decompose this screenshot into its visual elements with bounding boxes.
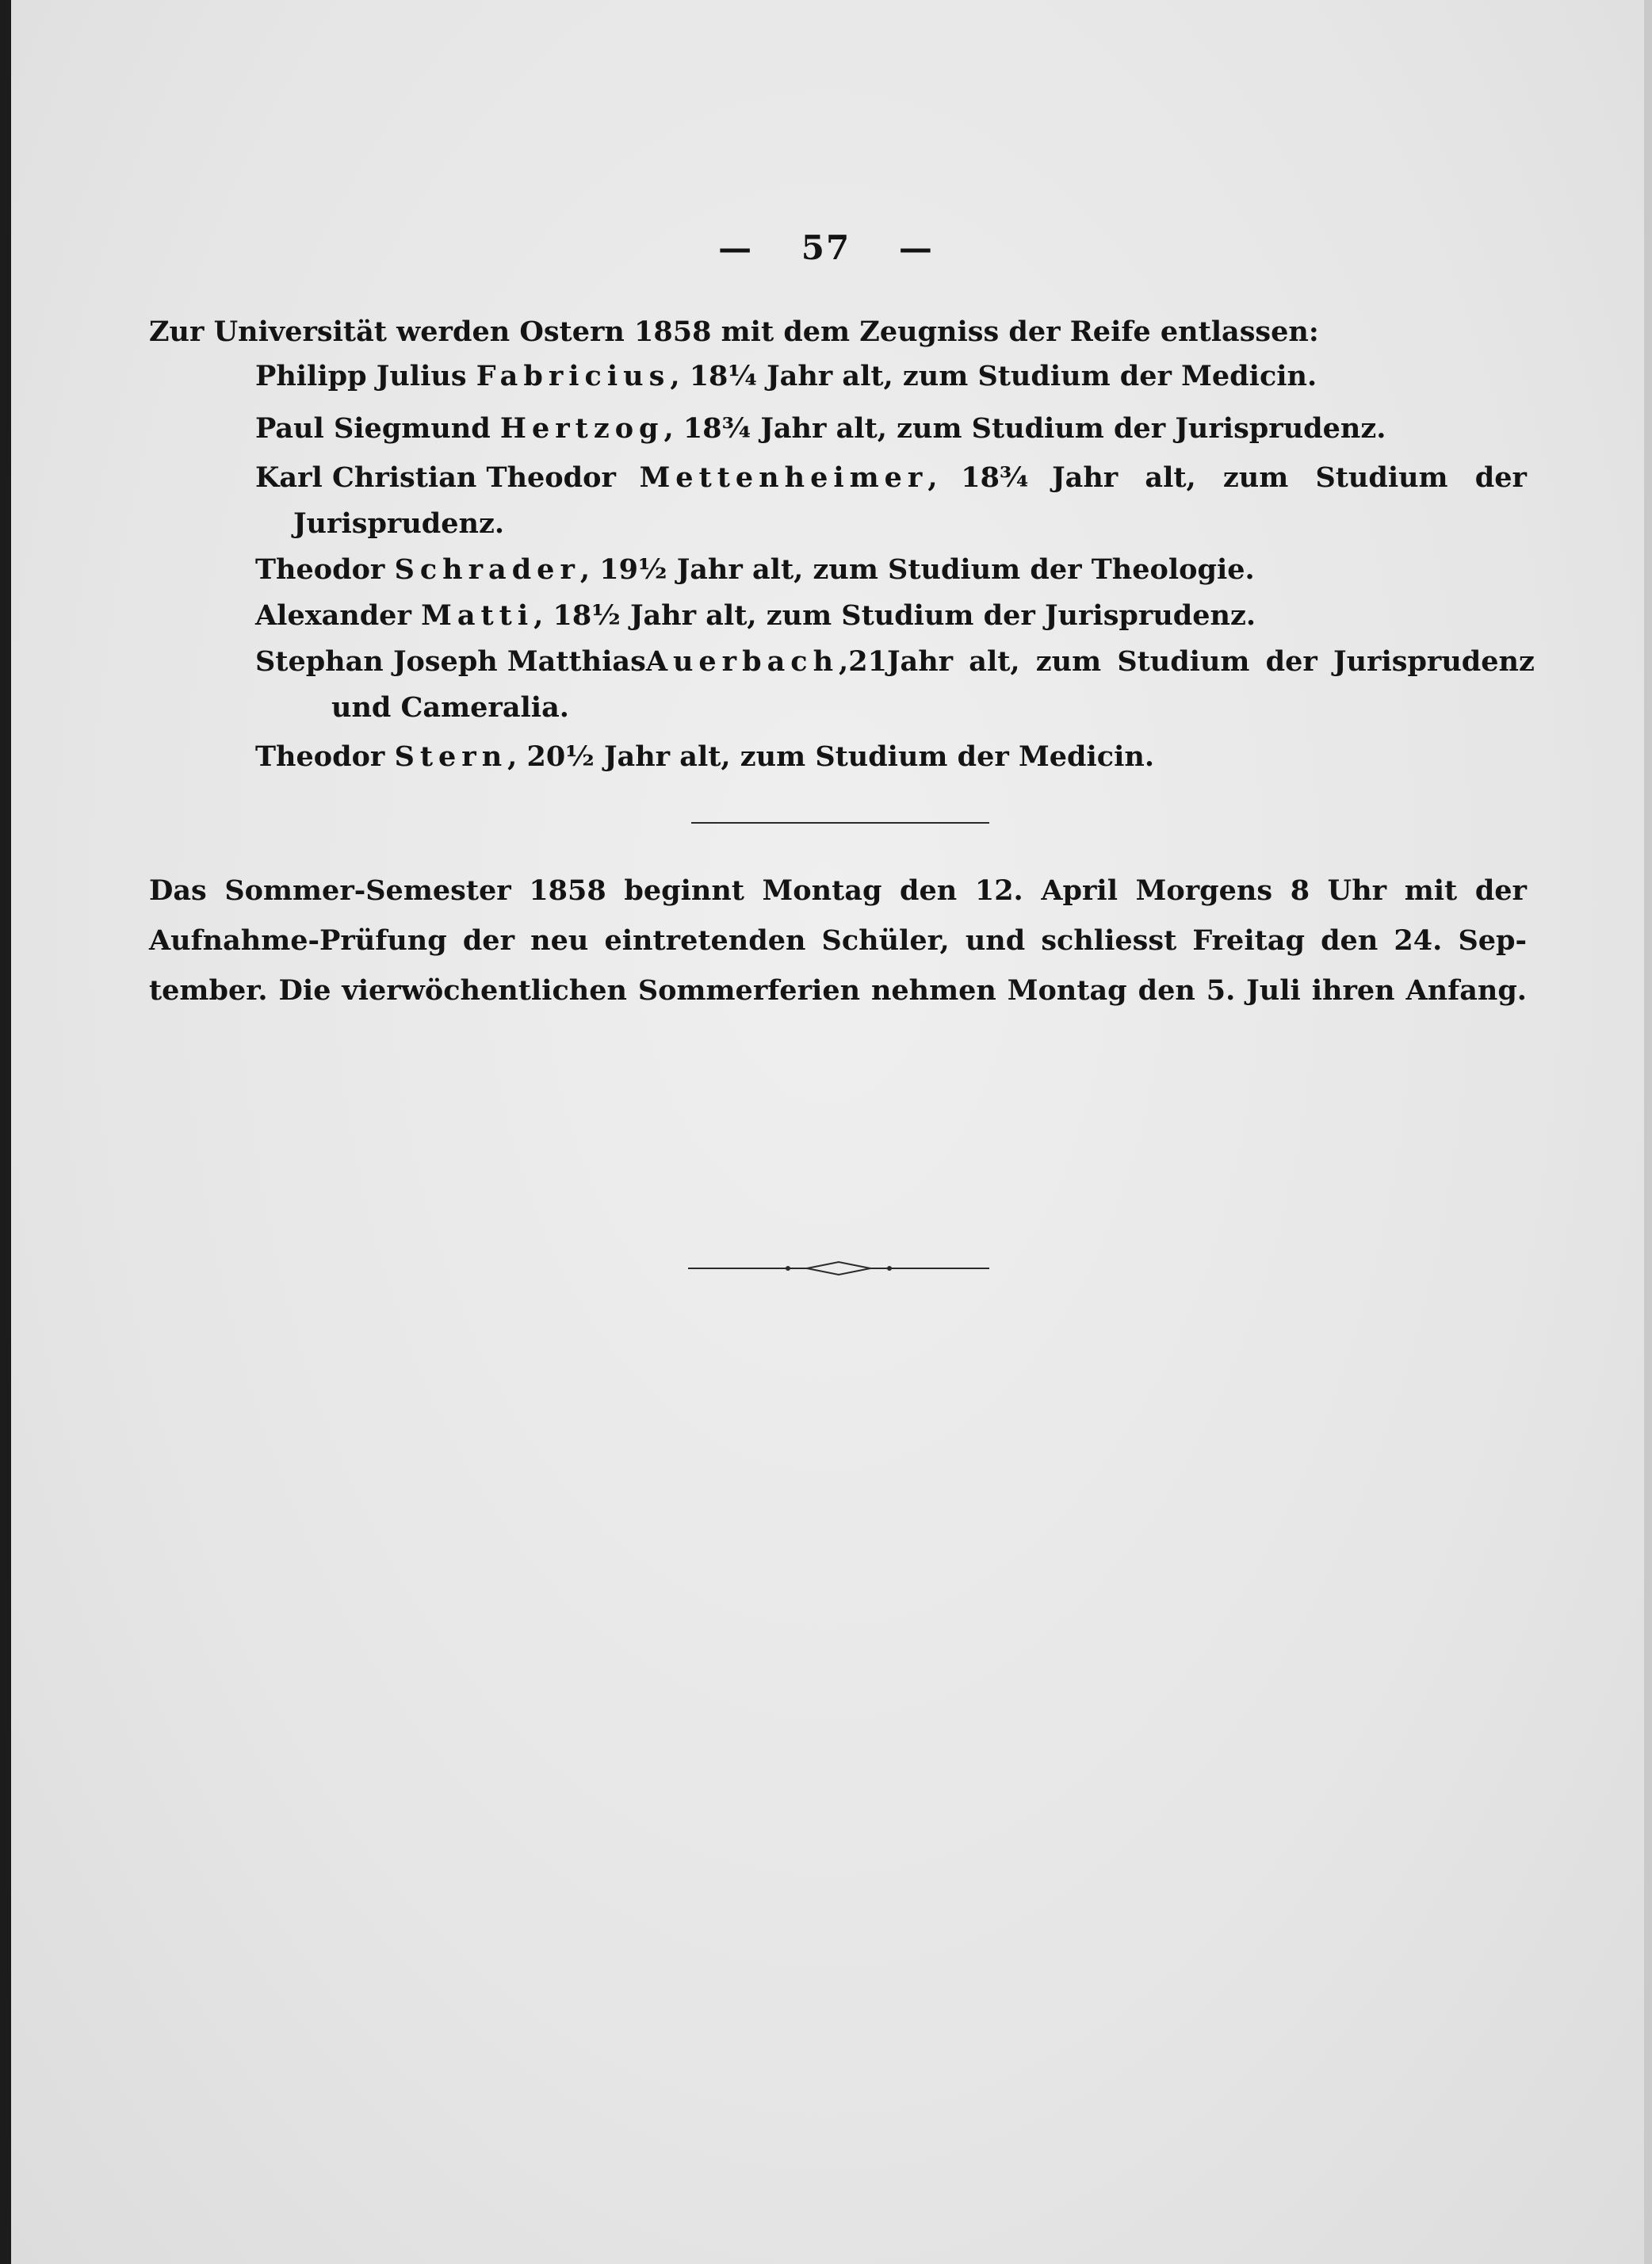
student-entry-1: Philipp Julius Fabricius, 18¼ Jahr alt, zum Studium der Medicin. — [255, 360, 1317, 392]
student-first-name: Theodor — [255, 553, 385, 586]
student-continuation: und Cameralia. — [331, 691, 569, 724]
student-surname: Schrader — [394, 553, 580, 586]
section-divider — [691, 822, 989, 824]
student-age: 18½ — [553, 599, 621, 632]
header-dash-right: — — [898, 228, 934, 267]
student-detail: Jahr alt, zum Studium der Medicin. — [603, 740, 1155, 773]
scan-edge-right — [1644, 0, 1652, 2264]
semester-paragraph — [149, 866, 1527, 1015]
student-entry-3: Karl Christian Theodor Mettenheimer, 18¾ Jahr alt, zum Studium der Jurisprudenz. — [255, 460, 1527, 542]
scan-edge-left — [0, 0, 11, 2264]
student-detail: Jahr alt, zum Studium der Jurisprudenz. — [629, 599, 1256, 632]
student-detail: Jahr alt, zum Studium der Jurisprudenz — [886, 645, 1535, 678]
student-age: 21 — [848, 645, 887, 678]
student-age: 18¾ — [961, 461, 1029, 494]
student-surname: Stern — [394, 740, 508, 773]
page-header — [0, 228, 1652, 267]
student-entry-4: Theodor Schrader, 19½ Jahr alt, zum Studium der Theologie. — [255, 553, 1255, 586]
student-first-name: Philipp Julius — [255, 360, 467, 392]
intro-heading: Zur Universität werden Ostern 1858 mit dem Zeugniss der Reife entlassen: — [149, 316, 1319, 348]
student-continuation: Jurisprudenz. — [293, 507, 505, 540]
semester-line: Aufnahme-Prüfung der neu eintretenden Schüler, und schliesst Freitag den 24. Sep- — [149, 924, 1527, 957]
closing-ornament — [688, 1259, 989, 1278]
student-surname: Mettenheimer — [639, 461, 928, 494]
student-detail: Jahr alt, zum Studium der Theologie. — [676, 553, 1255, 586]
student-surname: Hertzog — [499, 412, 664, 445]
page-number: 57 — [801, 228, 851, 267]
student-surname: Fabricius — [476, 360, 671, 392]
student-entry-6: Stephan Joseph Matthias Auerbach, 21 Jahr alt, zum Studium der Jurisprudenz und Cameralia. — [255, 644, 1527, 726]
student-age: 20½ — [526, 740, 595, 773]
student-age: 18¼ — [689, 360, 757, 392]
student-first-name: Alexander — [255, 599, 411, 632]
student-detail: Jahr alt, zum Studium der — [1052, 461, 1527, 494]
student-surname: Matti — [421, 599, 534, 632]
student-entry-2: Paul Siegmund Hertzog, 18¾ Jahr alt, zum Studium der Jurisprudenz. — [255, 412, 1386, 445]
student-first-name: Paul Siegmund — [255, 412, 491, 445]
semester-line: tember. Die vierwöchentlichen Sommerferien nehmen Montag den 5. Juli ihren Anfang. — [149, 974, 1527, 1007]
student-first-name: Theodor — [255, 740, 385, 773]
student-age: 18¾ — [683, 412, 751, 445]
student-entry-7: Theodor Stern, 20½ Jahr alt, zum Studium der Medicin. — [255, 740, 1155, 773]
semester-line: Das Sommer-Semester 1858 beginnt Montag den 12. April Morgens 8 Uhr mit der — [149, 874, 1527, 907]
student-surname: Auerbach — [645, 645, 839, 678]
student-detail: Jahr alt, zum Studium der Medicin. — [767, 360, 1317, 392]
student-entry-5: Alexander Matti, 18½ Jahr alt, zum Studium der Jurisprudenz. — [255, 599, 1256, 632]
student-age: 19½ — [599, 553, 667, 586]
header-dash-left: — — [718, 228, 754, 267]
student-first-name: Stephan Joseph Matthias — [255, 645, 646, 678]
student-first-name: Karl Christian Theodor — [255, 461, 616, 494]
student-detail: Jahr alt, zum Studium der Jurisprudenz. — [760, 412, 1386, 445]
